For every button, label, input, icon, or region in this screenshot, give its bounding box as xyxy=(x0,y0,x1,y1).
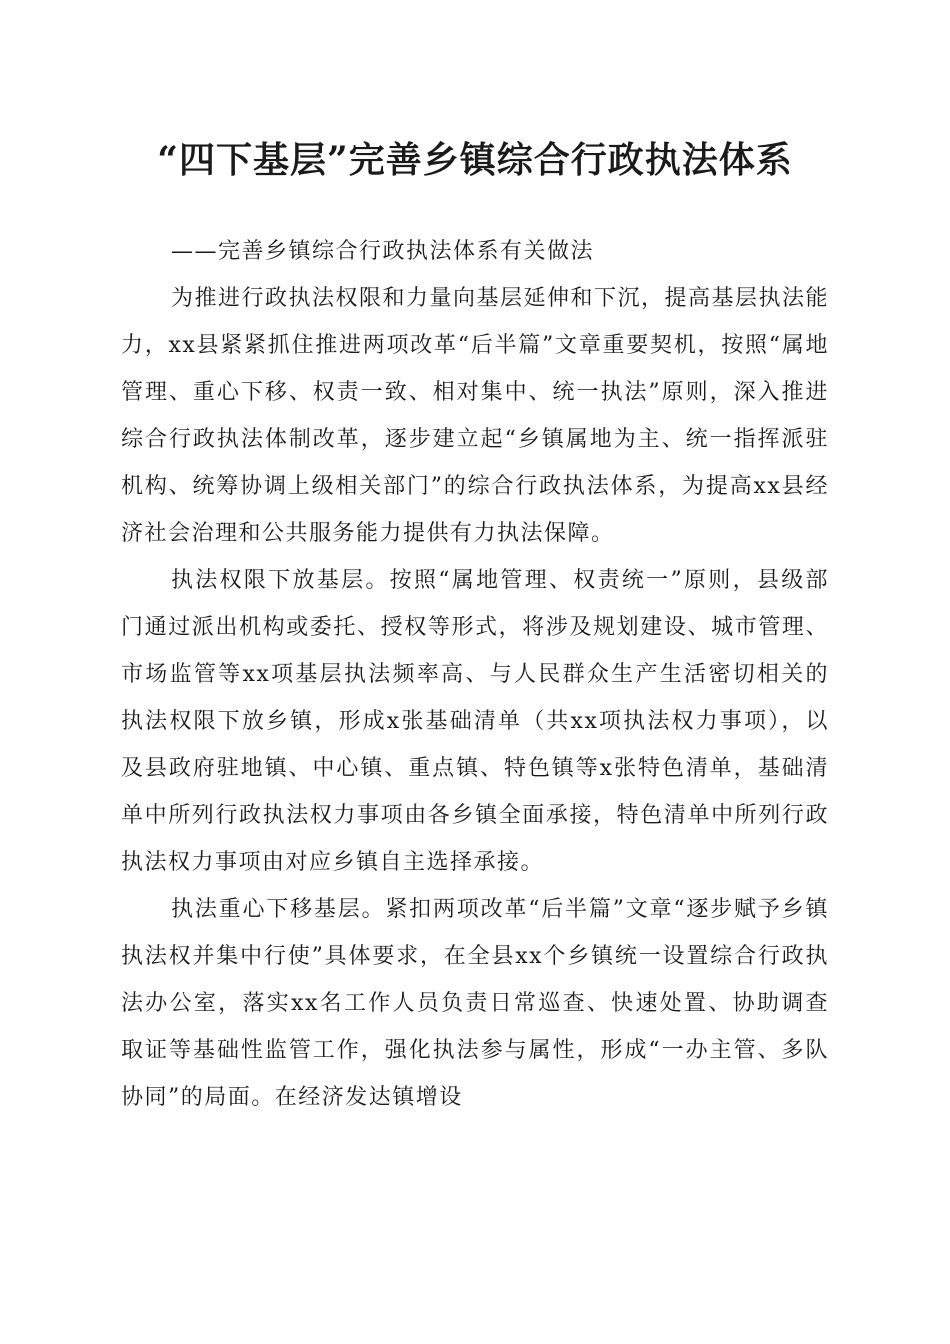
paragraph-focus-shift: 执法重心下移基层。紧扣两项改革“后半篇”文章“逐步赋予乡镇执法权并集中行使”具体要求，在全县xx个乡镇统一设置综合行政执法办公室，落实xx名工作人员负责日常巡查、快速处置、协助调查取证等基础性监管工作，强化执法参与属性，形成“一办主管、多队协同”的局面。在经济发达镇增设 xyxy=(121,897,829,1110)
document-subtitle: ——完善乡镇综合行政执法体系有关做法 xyxy=(171,239,595,264)
document-title: “四下基层”完善乡镇综合行政执法体系 xyxy=(157,139,793,181)
paragraph-intro: 为推进行政执法权限和力量向基层延伸和下沉，提高基层执法能力，xx县紧紧抓住推进两项改革“后半篇”文章重要契机，按照“属地管理、重心下移、权责一致、相对集中、统一执法”原则，深入推进综合行政执法体制改革，逐步建立起“乡镇属地为主、统一指挥派驻机构、统筹协调上级相关部门”的综合行政执法体系，为提高xx县经济社会治理和公共服务能力提供有力执法保障。 xyxy=(121,286,830,546)
paragraph-authority-delegation: 执法权限下放基层。按照“属地管理、权责统一”原则，县级部门通过派出机构或委托、授权等形式，将涉及规划建设、城市管理、市场监管等xx项基层执法频率高、与人民群众生产生活密切相关的执法权限下放乡镇，形成x张基础清单（共xx项执法权力事项），以及县政府驻地镇、中心镇、重点镇、特色镇等x张特色清单，基础清单中所列行政执法权力事项由各乡镇全面承接，特色清单中所列行政执法权力事项由对应乡镇自主选择承接。 xyxy=(121,568,829,875)
document-body xyxy=(121,228,829,1121)
